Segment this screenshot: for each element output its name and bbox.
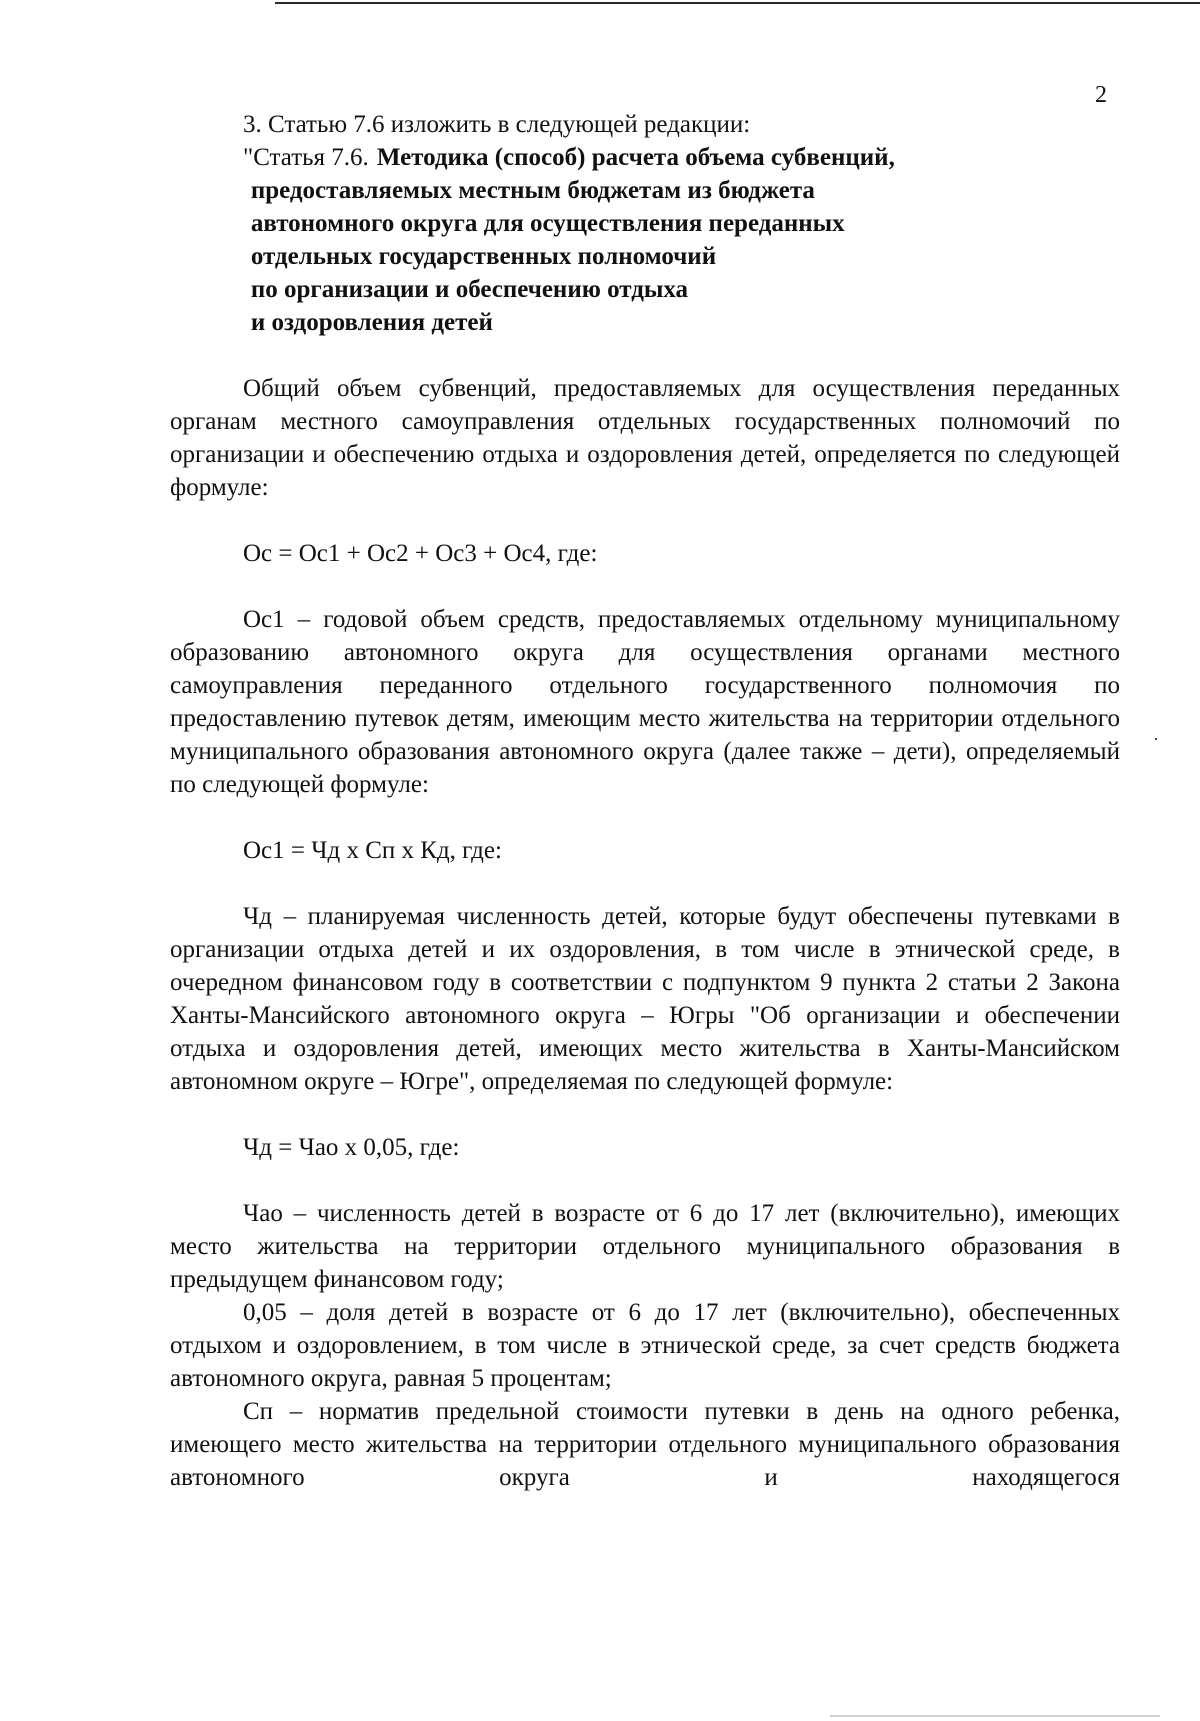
article-prefix: "Статья 7.6. [243, 144, 369, 171]
scan-speck [1155, 738, 1157, 740]
bottom-rule [830, 1715, 1160, 1717]
amendment-intro: 3. Статью 7.6 изложить в следующей редакции: [243, 111, 751, 138]
formula-chd: Чд = Чао х 0,05, где: [243, 1134, 460, 1161]
article-title [243, 141, 1123, 339]
title-line: по организации и обеспечению отдыха [250, 276, 689, 303]
paragraph-share: 0,05 – доля детей в возрасте от 6 до 17 лет (включительно), обеспеченных отдыхом и оздоровлением, в том числе в этнической среде, за счет средств бюджета автономного округа, равная 5 процентам; [170, 1299, 1120, 1392]
paragraph-total-volume: Общий объем субвенций, предоставляемых для осуществления переданных органам местного самоуправления отдельных государственных полномочий по организации и обеспечению отдыха и оздоровления детей, определяется по следующей формуле: [170, 375, 1120, 501]
paragraph-chd: Чд – планируемая численность детей, которые будут обеспечены путевками в организации отдыха детей и их оздоровления, в том числе в этнической среде, в очередном финансовом году в соответствии с подпунктом 9 пункта 2 статьи 2 Закона Ханты-Мансийского автономного округа – Югры "Об организации и обеспечении отдыха и оздоровления детей, имеющих место жительства в Ханты-Мансийском автономном округе – Югре", определяемая по следующей формуле: [170, 903, 1120, 1095]
title-line: предоставляемых местным бюджетам из бюджета [250, 177, 815, 204]
title-line: и оздоровления детей [250, 309, 493, 336]
paragraph-chao: Чао – численность детей в возрасте от 6 до 17 лет (включительно), имеющих место жительства на территории отдельного муниципального образования в предыдущем финансовом году; [170, 1200, 1120, 1293]
heading [243, 108, 1123, 339]
page-number: 2 [1095, 82, 1107, 108]
top-rule [275, 2, 1200, 4]
document-body [170, 372, 1120, 1494]
title-line: отдельных государственных полномочий [250, 243, 717, 270]
title-line: Методика (способ) расчета объема субвенций, [376, 144, 895, 171]
paragraph-os1: Ос1 – годовой объем средств, предоставляемых отдельному муниципальному образованию автономного округа для осуществления органами местного самоуправления переданного отдельного государственного полномочия по предоставлению путевок детям, имеющим место жительства на территории отдельного муниципального образования автономного округа (далее также – дети), определяемый по следующей формуле: [170, 606, 1120, 798]
formula-total: Ос = Ос1 + Ос2 + Ос3 + Ос4, где: [243, 540, 598, 567]
title-line: автономного округа для осуществления переданных [250, 210, 845, 237]
paragraph-sp: Сп – норматив предельной стоимости путевки в день на одного ребенка, имеющего место жительства на территории отдельного муниципального образования автономного округа и находящегося [170, 1398, 1120, 1491]
formula-os1: Ос1 = Чд х Сп х Кд, где: [243, 837, 502, 864]
